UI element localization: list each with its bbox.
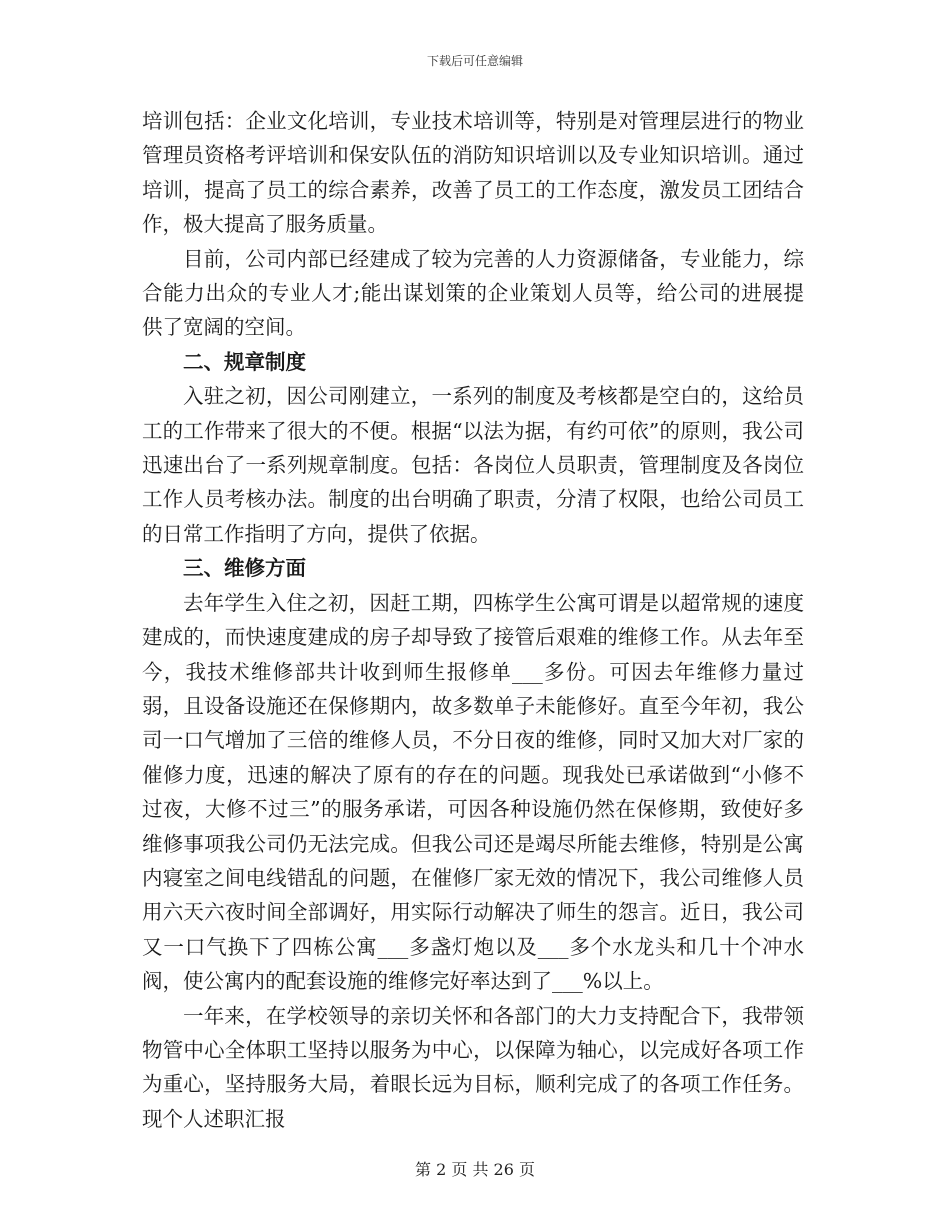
section-heading-maintenance: 三、维修方面 (183, 556, 306, 581)
document-body (142, 104, 804, 1136)
paragraph-maintenance: 去年学生入住之初，因赶工期，四栋学生公寓可谓是以超常规的速度建成的，而快速度建成的房子却导致了接管后艰难的维修工作。从去年至今，我技术维修部共计收到师生报修单___多份。可因去年维修力量过弱，且设备设施还在保修期内，故多数单子未能修好。直至今年初，我公司一口气增加了三倍的维修人员，不分日夜的维修，同时又加大对厂家的催修力度，迅速的解决了原有的存在的问题。现我处已承诺做到“小修不过夜，大修不过三”的服务承诺，可因各种设施仍然在保修期，致使好多维修事项我公司仍无法完成。但我公司还是竭尽所能去维修，特别是公寓内寝室之间电线错乱的问题，在催修厂家无效的情况下，我公司维修人员用六天六夜时间全部调好，用实际行动解决了师生的怨言。近日，我公司又一口气换下了四栋公寓___多盏灯炮以及___多个水龙头和几十个冲水阀，使公寓内的配套设施的维修完好率达到了___%以上。 (142, 590, 804, 994)
page-header: 下载后可任意编辑 (426, 54, 523, 68)
section-heading-rules: 二、规章制度 (183, 349, 306, 374)
page-footer: 第 2 页 共 26 页 (415, 1160, 535, 1179)
paragraph-hr-reserve: 目前，公司内部已经建成了较为完善的人力资源储备，专业能力，综合能力出众的专业人才;能出谋划策的企业策划人员等，给公司的进展提供了宽阔的空间。 (142, 246, 804, 340)
paragraph-training: 培训包括：企业文化培训，专业技术培训等，特别是对管理层进行的物业管理员资格考评培训和保安队伍的消防知识培训以及专业知识培训。通过培训，提高了员工的综合素养，改善了员工的工作态度，激发员工团结合作，极大提高了服务质量。 (142, 109, 804, 237)
paragraph-rules: 入驻之初，因公司刚建立，一系列的制度及考核都是空白的，这给员工的工作带来了很大的不便。根据“以法为据，有约可依”的原则，我公司迅速出台了一系列规章制度。包括：各岗位人员职责，管理制度及各岗位工作人员考核办法。制度的出台明确了职责，分清了权限，也给公司员工的日常工作指明了方向，提供了依据。 (142, 384, 804, 546)
paragraph-summary: 一年来，在学校领导的亲切关怀和各部门的大力支持配合下，我带领物管中心全体职工坚持以服务为中心，以保障为轴心，以完成好各项工作为重心，坚持服务大局，着眼长远为目标，顺利完成了的各项工作任务。现个人述职汇报 (142, 1003, 804, 1131)
